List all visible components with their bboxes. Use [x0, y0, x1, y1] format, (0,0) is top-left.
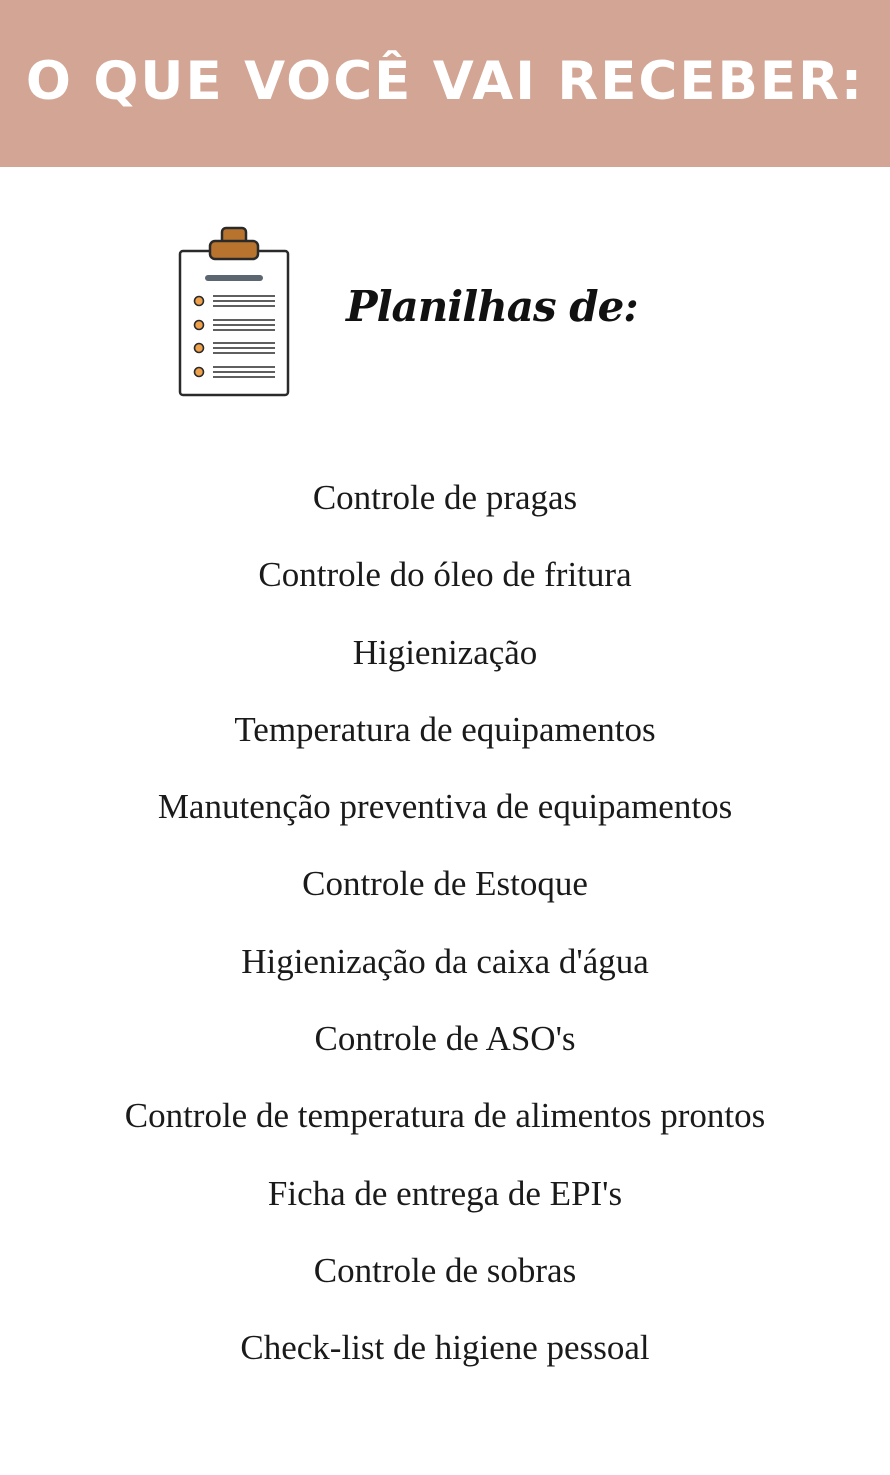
list-item: Check-list de higiene pessoal — [240, 1328, 650, 1368]
list-item: Temperatura de equipamentos — [234, 709, 656, 749]
clipboard-checklist-icon — [175, 226, 293, 400]
list-item: Controle de sobras — [313, 1250, 577, 1290]
list-item: Controle de Estoque — [302, 864, 588, 904]
list-item: Controle de pragas — [312, 478, 578, 517]
list-item: Higienização — [352, 632, 538, 672]
list-item: Manutenção preventiva de equipamentos — [157, 787, 733, 827]
spreadsheet-list — [0, 468, 890, 1396]
section-subtitle: Planilhas de: — [346, 282, 638, 331]
list-item: Controle do óleo de fritura — [258, 555, 632, 595]
header-title: O QUE VOCÊ VAI RECEBER: — [25, 51, 865, 112]
list-item: Controle de temperatura de alimentos prontos — [124, 1096, 766, 1136]
list-item: Ficha de entrega de EPI's — [267, 1173, 623, 1213]
header-banner — [0, 0, 890, 167]
list-item: Higienização da caixa d'água — [241, 941, 649, 981]
list-item: Controle de ASO's — [314, 1019, 576, 1059]
